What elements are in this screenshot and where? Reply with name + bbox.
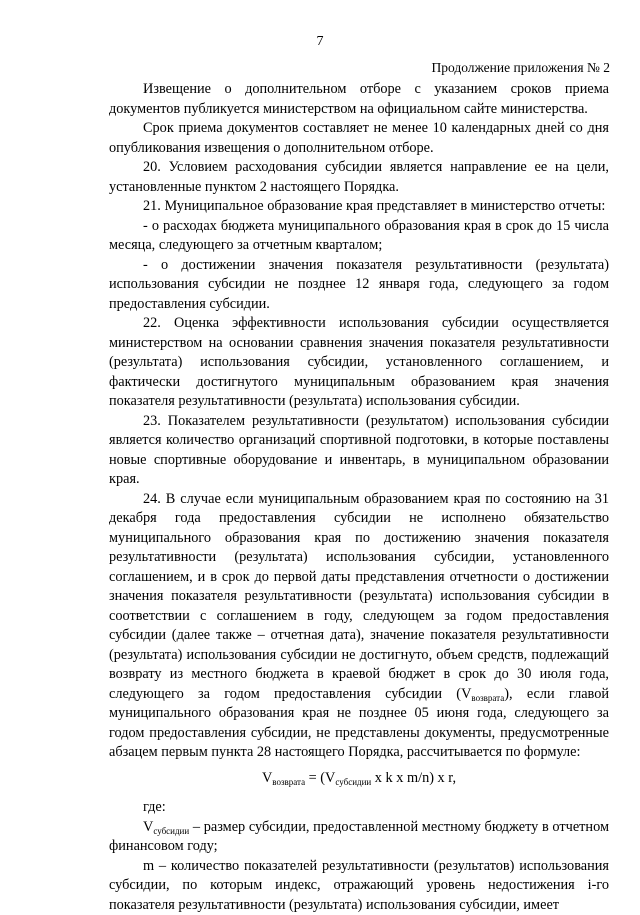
definition-v-symbol: V bbox=[143, 819, 153, 835]
paragraph: 20. Условием расходования субсидии является направление ее на цели, установленные пунктом 2 настоящего Порядка. bbox=[109, 158, 609, 197]
paragraph: - о расходах бюджета муниципального образования края в срок до 15 числа месяца, следующего за отчетным кварталом; bbox=[109, 217, 609, 256]
definition-m: m – количество показателей результативности (результатов) использования субсидии, по которым индекс, отражающий уровень недостижения i-го показателя результативности (результата) использования субсидии, имеет bbox=[109, 857, 609, 915]
where-label: где: bbox=[109, 798, 609, 818]
paragraph: Срок приема документов составляет не менее 10 календарных дней со дня опубликования извещения о дополнительном отборе. bbox=[109, 119, 609, 158]
formula-sub-subsidii: субсидии bbox=[335, 777, 371, 787]
paragraph: 23. Показателем результативности (результатом) использования субсидии является количество организаций спортивной подготовки, в которые поставлены новые спортивные оборудование и инвентарь, в муниципальном образовании края. bbox=[109, 412, 609, 490]
formula-sub-vozvrata: возврата bbox=[272, 777, 305, 787]
definition-v bbox=[109, 818, 609, 857]
subscript-vozvrata: возврата bbox=[471, 693, 504, 703]
document-body bbox=[109, 80, 609, 915]
paragraph: - о достижении значения показателя результативности (результата) использования субсидии не позднее 12 января года, следующего за годом предоставления субсидии. bbox=[109, 256, 609, 315]
definition-v-sub: субсидии bbox=[153, 826, 189, 836]
paragraph: 21. Муниципальное образование края представляет в министерство отчеты: bbox=[109, 197, 609, 217]
definition-v-text: – размер субсидии, предоставленной местному бюджету в отчетном финансовом году; bbox=[109, 819, 609, 855]
paragraph: Извещение о дополнительном отборе с указанием сроков приема документов публикуется министерством на официальном сайте министерства. bbox=[109, 80, 609, 119]
appendix-note: Продолжение приложения № 2 bbox=[431, 60, 610, 76]
formula bbox=[109, 769, 609, 789]
paragraph-24-part2: ), если главой муниципального образования края не позднее 05 июня года, следующего за годом предоставления субсидии, не представлены документы, предусмотренные абзацем первым пункта 28 настоящего Порядка, рассчитывается по формуле: bbox=[109, 686, 609, 761]
paragraph-24 bbox=[109, 490, 609, 763]
formula-rest: x k x m/n) x r, bbox=[371, 770, 456, 786]
formula-v: V bbox=[262, 770, 272, 786]
paragraph-24-part1: 24. В случае если муниципальным образованием края по состоянию на 31 декабря года предоставления субсидии не исполнено обязательство муниципального образования края по достижению значения показателя результативности (результата) использования субсидии, установленного соглашением, и в срок до первой даты представления отчетности о достижении значения показателя результативности (результата) использования субсидии в соответствии с соглашением в году, следующем за годом предоставления субсидии (далее также – отчетная дата), значение показателя результативности (результата) использования субсидии не достигнуто, объем средств, подлежащий возврату из местного бюджета в краевой бюджет в срок до 30 июля года, следующего за годом предоставления субсидии (V bbox=[109, 491, 609, 702]
paragraph: 22. Оценка эффективности использования субсидии осуществляется министерством на основании сравнения значения показателя результативности (результата) использования субсидии, установленного соглашением, и фактически достигнутого муниципальным образованием края значения показателя результативности (результата) использования субсидии. bbox=[109, 314, 609, 412]
formula-eq-open: = (V bbox=[305, 770, 335, 786]
page-number: 7 bbox=[0, 34, 640, 50]
